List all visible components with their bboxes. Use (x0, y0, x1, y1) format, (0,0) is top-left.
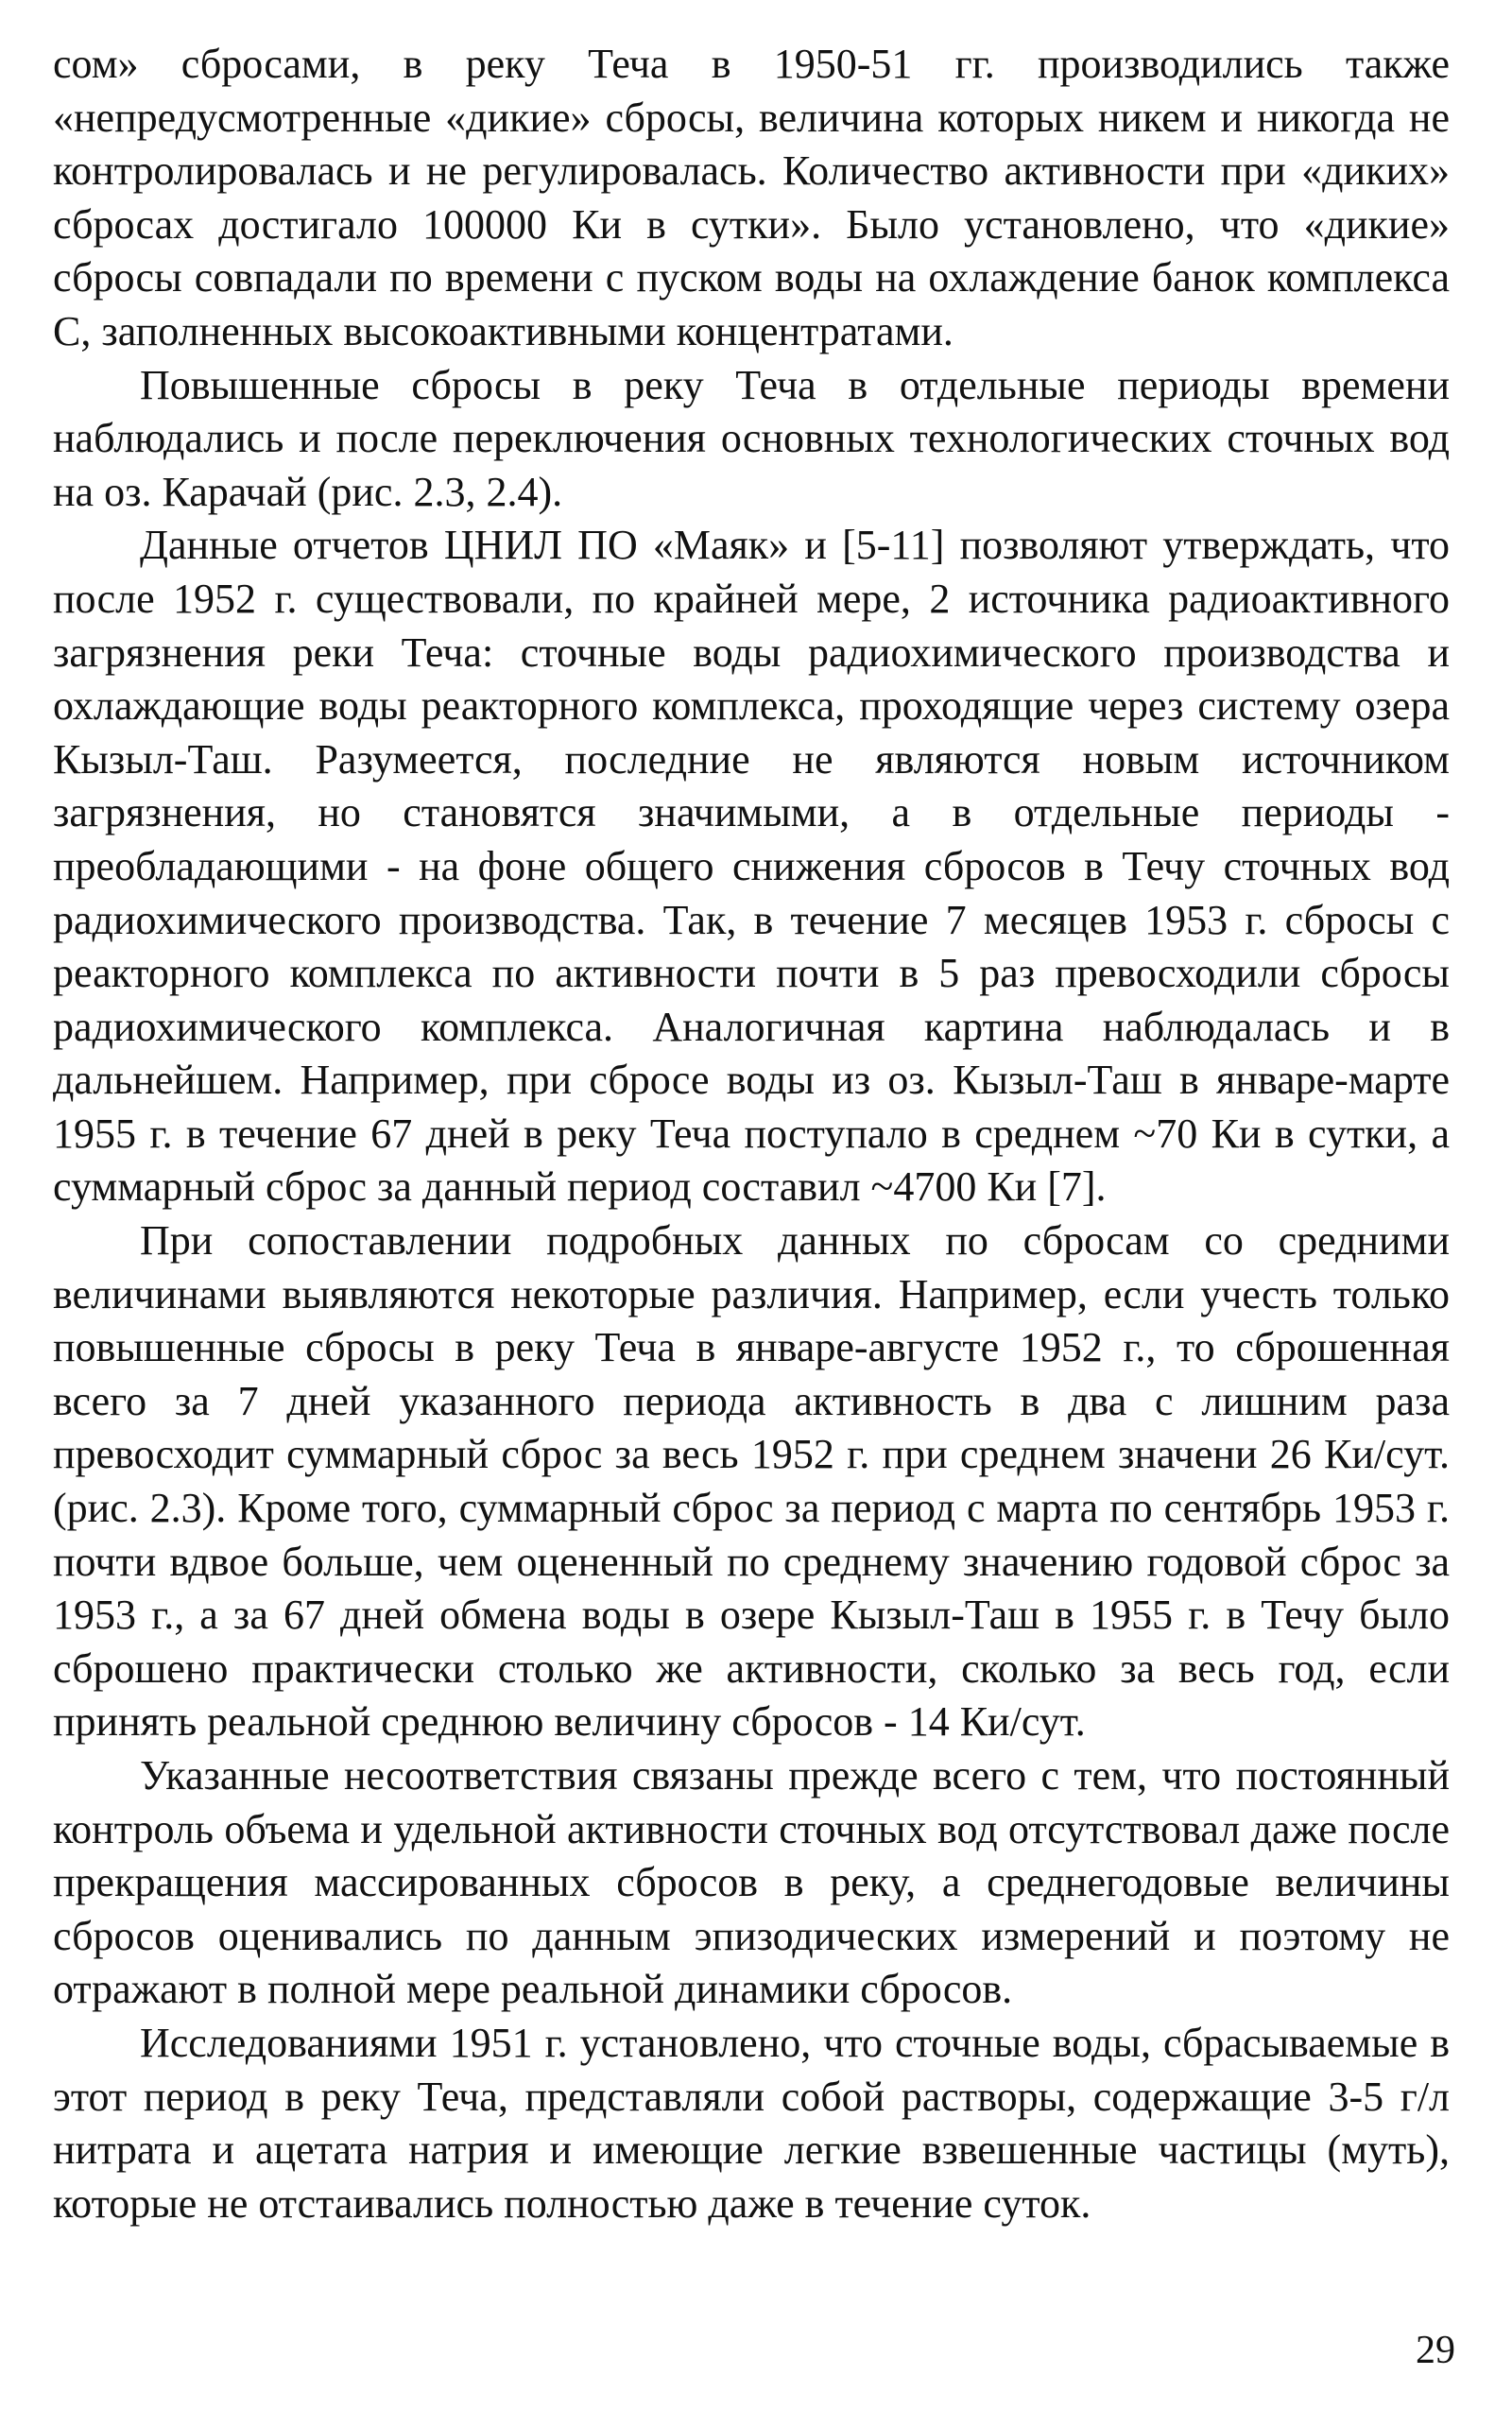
paragraph-1951-studies: Исследованиями 1951 г. установлено, что сточные воды, сбрасываемые в этот период в реку Теча, представляли собой растворы, содержащие 3-5 г/л нитрата и ацетата натрия и имеющие легкие взвешенные частицы (муть), которые не отстаивались полностью даже в течение суток. (53, 2019, 1450, 2227)
paragraph-continuation: сом» сбросами, в реку Теча в 1950-51 гг. производились также «непредусмотренные «дикие» сбросы, величина которых никем и никогда не контролировалась и не регулировалась. Количество активности при «диких» сбросах достигало 100000 Ки в сутки». Было установлено, что «дикие» сбросы совпадали по времени с пуском воды на охлаждение банок комплекса С, заполненных высокоактивными концентратами. (53, 41, 1450, 354)
paragraph-comparison: При сопоставлении подробных данных по сбросам со средними величинами выявляются некоторые различия. Например, если учесть только повышенные сбросы в реку Теча в январе-августе 1952 г., то сброшенная всего за 7 дней указанного периода активность в два с лишним раза превосходит суммарный сброс за весь 1952 г. при среднем значени 26 Ки/сут. (рис. 2.3). Кроме того, суммарный сброс за период с марта по сентябрь 1953 г. почти вдвое больше, чем оцененный по среднему значению годовой сброс за 1953 г., а за 67 дней обмена воды в озере Кызыл-Таш в 1955 г. в Течу было сброшено практически столько же активности, сколько за весь год, если принять реальной среднюю величину сбросов - 14 Ки/сут. (53, 1217, 1450, 1746)
paragraph-discrepancies: Указанные несоответствия связаны прежде всего с тем, что постоянный контроль объема и удельной активности сточных вод отсутствовал даже после прекращения массированных сбросов в реку, а среднегодовые величины сбросов оценивались по данным эпизодических измерений и поэтому не отражают в полной мере реальной динамики сбросов. (53, 1752, 1450, 2013)
paragraph-elevated-discharges: Повышенные сбросы в реку Теча в отдельные периоды времени наблюдались и после переключения основных технологических сточных вод на оз. Карачай (рис. 2.3, 2.4). (53, 361, 1450, 515)
paragraph-cnil-reports: Данные отчетов ЦНИЛ ПО «Маяк» и [5-11] позволяют утверждать, что после 1952 г. существовали, по крайней мере, 2 источника радиоактивного загрязнения реки Теча: сточные воды радиохимического производства и охлаждающие воды реакторного комплекса, проходящие через систему озера Кызыл-Таш. Разумеется, последние не являются новым источником загрязнения, но становятся значимыми, а в отдельные периоды - преобладающими - на фоне общего снижения сбросов в Течу сточных вод радиохимического производства. Так, в течение 7 месяцев 1953 г. сбросы с реакторного комплекса по активности почти в 5 раз превосходили сбросы радиохимического комплекса. Аналогичная картина наблюдалась и в дальнейшем. Например, при сбросе воды из оз. Кызыл-Таш в январе-марте 1955 г. в течение 67 дней в реку Теча поступало в среднем ~70 Ки в сутки, а суммарный сброс за данный период составил ~4700 Ки [7]. (53, 522, 1450, 1211)
page-number: 29 (1416, 2329, 1455, 2372)
page-body (53, 38, 1450, 2230)
